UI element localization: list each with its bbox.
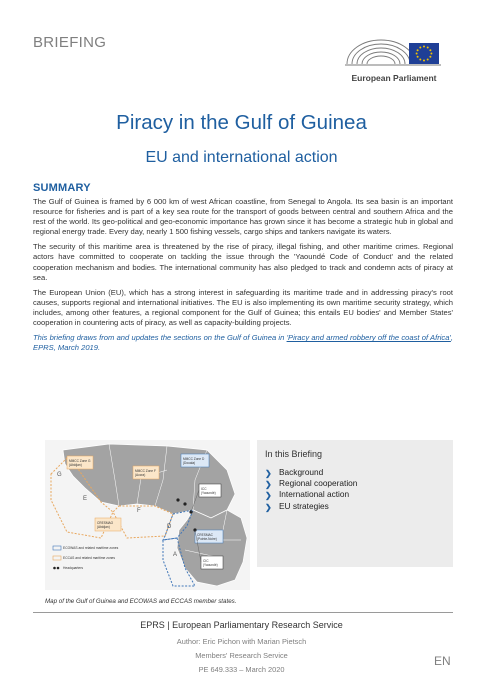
center-label-mmcc-g <box>67 456 93 469</box>
svg-text:CIC: CIC <box>203 559 209 563</box>
svg-text:CRESMAO: CRESMAO <box>97 521 114 525</box>
svg-text:ECCAS and related maritime zon: ECCAS and related maritime zones <box>63 556 116 560</box>
toc-item-regional-cooperation[interactable]: ❯ Regional cooperation <box>265 478 358 490</box>
zone-label-g: G <box>57 472 62 478</box>
svg-text:MMCC Zone F: MMCC Zone F <box>135 469 156 473</box>
toc-item-eu-strategies[interactable]: ❯ EU strategies <box>265 500 329 512</box>
chevron-right-icon: ❯ <box>265 469 272 478</box>
language-code: EN <box>434 654 451 668</box>
svg-text:CRESMAC: CRESMAC <box>197 533 213 537</box>
headquarters-marker <box>176 498 179 501</box>
center-label-cresmac <box>195 530 223 543</box>
zone-label-e: E <box>83 496 88 502</box>
svg-text:(Accra): (Accra) <box>135 473 146 477</box>
footer-reference: PE 649.333 – March 2020 <box>198 665 285 674</box>
footer-author: Author: Eric Pichon with Marian Pietsch <box>176 637 307 646</box>
document-type-label: BRIEFING <box>33 34 107 51</box>
footer-divider <box>33 612 453 613</box>
in-this-briefing-box <box>257 440 453 567</box>
source-note <box>33 333 453 353</box>
svg-text:Headquarters: Headquarters <box>63 566 83 570</box>
zone-label-f: F <box>137 508 141 514</box>
svg-text:MMCC Zone G: MMCC Zone G <box>69 459 91 463</box>
page-subtitle: EU and international action <box>145 149 338 166</box>
summary-paragraph: The Gulf of Guinea is framed by 6 000 km of west African coastline, from Senegal to Angola. Its sea basin is an important resource for fisheries and is part of a key sea route for the transport of goods between central and southern Africa and the rest of the world. Its geo-political and geo-economic importance has grown since it has become a strategic hub in global and regional energy trade. Every day, nearly 1 500 fishing vessels, cargo ships and tankers navigate its waters. <box>33 197 453 237</box>
svg-text:(Pointe-Noire): (Pointe-Noire) <box>197 537 217 541</box>
gulf-of-guinea-map <box>45 440 250 590</box>
footer-service-name: EPRS | European Parliamentary Research Service <box>140 620 343 630</box>
source-note-prefix: This briefing draws from and updates the sections on the Gulf of Guinea in <box>33 333 287 343</box>
center-label-mmcc-f <box>133 466 159 479</box>
summary-heading: SUMMARY <box>33 182 91 194</box>
chevron-right-icon: ❯ <box>265 502 272 512</box>
zone-label-a: A <box>173 552 178 558</box>
center-label-cresmao <box>95 518 121 531</box>
source-link[interactable]: 'Piracy and armed robbery off the coast of Africa' <box>286 333 451 343</box>
center-label-icc <box>199 484 221 497</box>
toc-list <box>265 467 357 512</box>
zone-label-d: D <box>167 524 172 530</box>
summary-body <box>33 197 453 358</box>
toc-item-background[interactable]: ❯ Background <box>265 467 324 478</box>
svg-text:MMCC Zone D: MMCC Zone D <box>183 457 205 461</box>
headquarters-marker <box>183 502 186 505</box>
toc-item-international-action[interactable]: ❯ International action <box>265 489 350 501</box>
center-label-mmcc-d <box>181 454 209 467</box>
svg-text:(Yaoundé): (Yaoundé) <box>203 563 218 567</box>
svg-text:ICC: ICC <box>201 487 207 491</box>
svg-text:(Yaoundé): (Yaoundé) <box>201 491 216 495</box>
svg-text:ECOWAS and related maritime zo: ECOWAS and related maritime zones <box>63 546 119 550</box>
map-caption: Map of the Gulf of Guinea and ECOWAS and ECCAS member states. <box>45 598 237 605</box>
summary-paragraph: The European Union (EU), which has a strong interest in safeguarding its maritime trade and in addressing piracy's root causes, supports regional and international initiatives. The EU is also implementing its own maritime security strategy, which includes, among other features, a regional component for the Gulf of Guinea; this entails EU bodies' and Member States' cooperation in countering acts of piracy, as well as capacity-building projects. <box>33 287 453 328</box>
logo-caption: European Parliament <box>351 73 437 83</box>
footer-department: Members' Research Service <box>195 651 288 660</box>
svg-text:(Abidjan): (Abidjan) <box>97 525 110 529</box>
svg-text:(Douala): (Douala) <box>183 461 196 465</box>
source-note-suffix: , EPRS, March 2019. <box>33 333 454 353</box>
chevron-right-icon: ❯ <box>265 480 272 490</box>
chevron-right-icon: ❯ <box>265 491 272 501</box>
summary-paragraph: The security of this maritime area is threatened by the rise of piracy, illegal fishing, and other maritime crimes. Regional actors have committed to cooperate on tackling the issue through the 'Yaoundé Code of Conduct' and the related cooperation mechanism and bodies. The international community has also pledged to track and condemn acts of piracy at sea. <box>33 242 453 282</box>
page-title: Piracy in the Gulf of Guinea <box>116 111 367 134</box>
toc-title: In this Briefing <box>265 449 323 459</box>
svg-text:(Abidjan): (Abidjan) <box>69 463 82 467</box>
center-label-cic <box>201 556 223 569</box>
